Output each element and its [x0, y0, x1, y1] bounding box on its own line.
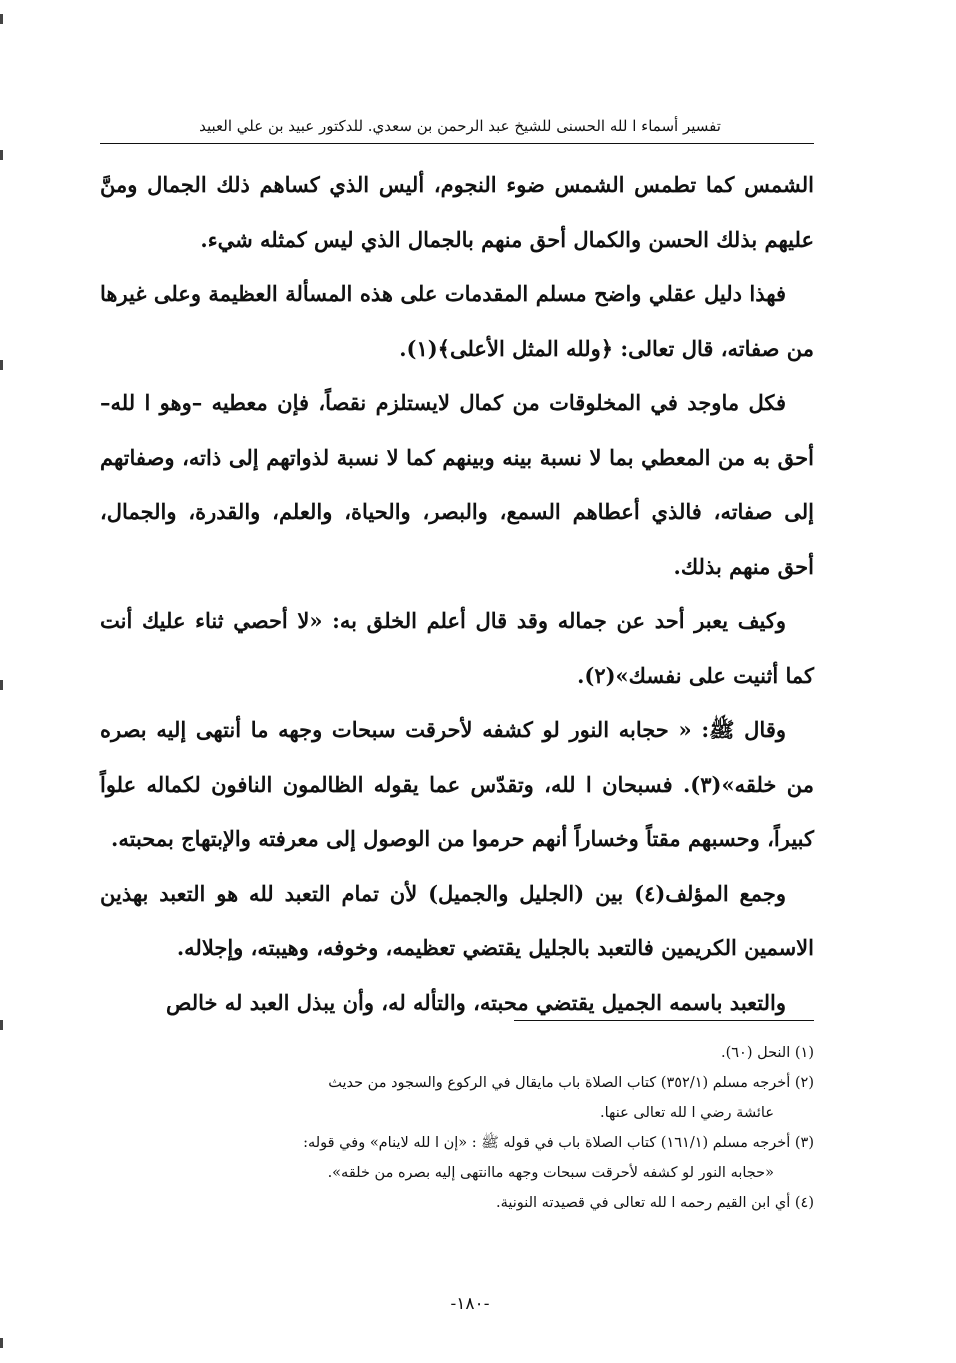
paragraph: فكل ماوجد في المخلوقات من كمال لايستلزم نقصاً، فإن معطيه –وهو ا لله– أحق به من المعطي بما لا نسبة بينه وبينهم كما لا نسبة لذواتهم إلى ذاته، وصفاتهم إلى صفاته، فالذي أعطاهم السمع، والبصر، والحياة، والعلم، والقدرة، والجمال، أحق منهم بذلك.	[100, 390, 814, 579]
scan-margin-mark	[0, 14, 3, 24]
running-title: تفسير أسماء ا لله الحسنى للشيخ عبد الرحمن بن سعدي. للدكتور عبيد بن علي العبيد	[199, 117, 721, 135]
footnote: (٢) أخرجه مسلم (٣٥٢/١) كتاب الصلاة باب مايقال في الركوع والسجود من حديث	[328, 1075, 814, 1091]
footnote-continuation: «حجابه النور لو كشفه لأحرقت سبحات وجهه ماانتهى إليه بصره من خلقه».	[327, 1165, 774, 1181]
scan-margin-mark	[0, 1020, 3, 1030]
page-number: -١٨٠-	[450, 1294, 490, 1314]
running-header	[100, 112, 820, 140]
paragraph: والتعبد باسمه الجميل يقتضي محبته، والتأله له، وأن يبذل العبد له خالص	[165, 989, 786, 1015]
scan-margin-mark	[0, 1338, 3, 1348]
paragraph: وكيف يعبر أحد عن جماله وقد قال أعلم الخلق به: «لا أحصي ثناء عليك أنت كما أثنيت على نفسك»(٢).	[100, 608, 814, 688]
footnote: (٣) أخرجه مسلم (١٦١/١) كتاب الصلاة باب في قوله ﷺ : «إن ا لله لاينام» وفي قوله:	[303, 1135, 814, 1151]
footnote-continuation: عائشة رضي ا لله تعالى عنها.	[600, 1105, 774, 1121]
paragraph: وقال ﷺ: « حجابه النور لو كشفه لأحرقت سبحات وجهه ما أنتهى إليه بصره من خلقه»(٣). فسبحان ا لله، وتقدّس عما يقوله الظالمون النافون لكماله علواً كبيراً، وحسبهم مقتاً وخساراً أنهم حرموا من الوصول إلى معرفته والإبتهاج بمحبته.	[100, 717, 814, 851]
scan-margin-mark	[0, 150, 3, 160]
footnotes	[100, 1038, 814, 1218]
footnote: (٤) أي ابن القيم رحمه ا لله تعالى في قصيدته النونية.	[495, 1195, 814, 1211]
header-divider	[100, 143, 814, 144]
paragraph: وجمع المؤلف(٤) بين (الجليل والجميل) لأن تمام التعبد لله هو التعبد بهذين الاسمين الكريمين فالتعبد بالجليل يقتضي تعظيمه، وخوفه، وهيبته، وإجلاله.	[100, 880, 814, 960]
footnote-divider	[514, 1020, 814, 1021]
scan-margin-mark	[0, 360, 3, 370]
footnote: (١) النحل (٦٠).	[720, 1045, 814, 1061]
paragraph: الشمس كما تطمس الشمس ضوء النجوم، أليس الذي كساهم ذلك الجمال ومنَّ عليهم بذلك الحسن والكمال أحق منهم بالجمال الذي ليس كمثله شيء.	[100, 172, 814, 252]
scan-margin-mark	[0, 680, 3, 690]
main-text	[100, 158, 814, 1030]
paragraph: فهذا دليل عقلي واضح مسلم المقدمات على هذه المسألة العظيمة وعلى غيرها من صفاته، قال تعالى: ﴿ولله المثل الأعلى﴾(١).	[100, 281, 814, 361]
